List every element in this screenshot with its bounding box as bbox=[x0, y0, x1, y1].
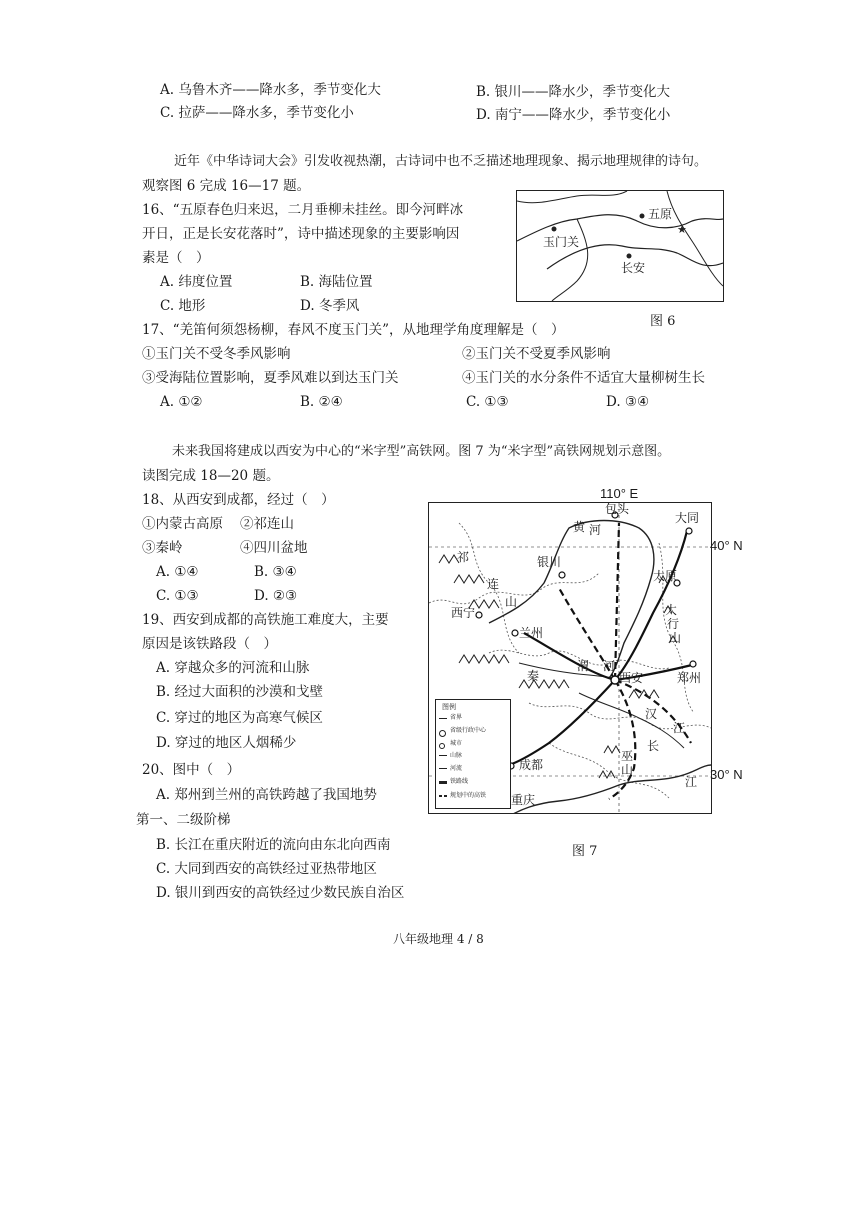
legend-title: 图例 bbox=[442, 703, 456, 711]
q17-option-a: A. ①② bbox=[160, 394, 203, 410]
q20-option-b: B. 长江在重庆附近的流向由东北向西南 bbox=[156, 837, 391, 853]
q18-option-a: A. ①④ bbox=[156, 564, 199, 580]
q17-option-b: B. ②④ bbox=[300, 394, 343, 410]
q16-option-a: A. 纬度位置 bbox=[160, 274, 233, 290]
feature-han: 汉 bbox=[645, 707, 658, 721]
feature-huanghe-1: 黄 bbox=[573, 520, 586, 534]
feature-shan-2: 山 bbox=[669, 631, 682, 645]
city-taiyuan: 太原 bbox=[653, 569, 678, 583]
fig7-lat-30: 30° N bbox=[710, 767, 743, 782]
q19-option-a: A. 穿越众多的河流和山脉 bbox=[156, 660, 310, 676]
q18-option-c: C. ①③ bbox=[156, 588, 199, 604]
wuyuan-marker bbox=[640, 214, 645, 219]
q19-option-b: B. 经过大面积的沙漠和戈壁 bbox=[156, 684, 324, 700]
city-xian: 西安 bbox=[619, 671, 644, 685]
q19-option-d: D. 穿过的地区人烟稀少 bbox=[156, 735, 297, 751]
q16-stem-line-2: 开日，正是长安花落时”，诗中描述现象的主要影响因 bbox=[142, 226, 460, 242]
zhengzhou-marker bbox=[690, 661, 696, 667]
q15-option-a: A. 乌鲁木齐——降水多，季节变化大 bbox=[160, 82, 381, 98]
q17-option-d: D. ③④ bbox=[606, 394, 650, 410]
q16-option-d: D. 冬季风 bbox=[300, 298, 360, 314]
changan-marker bbox=[627, 254, 632, 259]
q18-statement-3: ③秦岭 bbox=[142, 540, 183, 556]
feature-lian: 连 bbox=[487, 577, 500, 591]
fig6-label-wuyuan: 五原 bbox=[648, 207, 673, 221]
city-lanzhou: 兰州 bbox=[519, 626, 544, 640]
city-chongqing: 重庆 bbox=[511, 793, 536, 807]
city-yinchuan: 银川 bbox=[537, 555, 562, 569]
datong-marker bbox=[686, 528, 692, 534]
feature-shan-3: 山 bbox=[621, 763, 634, 777]
feature-qin: 秦 bbox=[527, 669, 540, 683]
intro-1-line-1: 近年《中华诗词大会》引发收视热潮，古诗词中也不乏描述地理现象、揭示地理规律的诗句。 bbox=[174, 154, 708, 169]
q20-stem: 20、图中（ ） bbox=[142, 762, 241, 778]
feature-shan: 山 bbox=[505, 595, 518, 609]
feature-qi: 祁 bbox=[457, 550, 470, 564]
fig6-label-changan: 长安 bbox=[621, 261, 646, 275]
feature-wu: 巫 bbox=[621, 749, 634, 763]
q19-option-c: C. 穿过的地区为高寒气候区 bbox=[156, 710, 323, 726]
intro-2-line-2: 读图完成 18—20 题。 bbox=[142, 468, 280, 484]
fig7-lat-40: 40° N bbox=[710, 538, 743, 553]
figure-7-caption: 图 7 bbox=[572, 844, 598, 859]
q17-statement-2: ②玉门关不受夏季风影响 bbox=[462, 346, 611, 362]
q20-option-a-line-2: 第一、二级阶梯 bbox=[136, 812, 231, 828]
figure-6-caption: 图 6 bbox=[650, 314, 676, 329]
yinchuan-marker bbox=[559, 572, 565, 578]
q18-option-d: D. ②③ bbox=[254, 588, 298, 604]
intro-1-line-2: 观察图 6 完成 16—17 题。 bbox=[142, 178, 311, 194]
feature-chang: 长 bbox=[647, 739, 660, 753]
yumenguan-marker bbox=[552, 227, 557, 232]
legend-item-railway: 铁路线 bbox=[450, 778, 469, 785]
feature-tai: 太 bbox=[665, 603, 678, 617]
legend-item-river: 河流 bbox=[450, 765, 463, 772]
q16-stem-line-3: 素是（ ） bbox=[142, 250, 210, 266]
q18-option-b: B. ③④ bbox=[254, 564, 297, 580]
q20-option-a-line-1: A. 郑州到兰州的高铁跨越了我国地势 bbox=[156, 787, 377, 803]
q16-option-b: B. 海陆位置 bbox=[300, 274, 373, 290]
fig7-legend bbox=[435, 699, 511, 809]
legend-item-mountain: 山脉 bbox=[450, 752, 463, 759]
legend-item-provincial-capital: 省级行政中心 bbox=[450, 727, 487, 734]
xian-marker bbox=[611, 676, 619, 684]
legend-item-planned-hsr: 规划中的高铁 bbox=[450, 792, 487, 799]
q19-stem-line-1: 19、西安到成都的高铁施工难度大，主要 bbox=[142, 612, 389, 628]
q17-statement-4: ④玉门关的水分条件不适宜大量柳树生长 bbox=[462, 370, 705, 386]
lanzhou-marker bbox=[512, 630, 518, 636]
q18-stem: 18、从西安到成都，经过（ ） bbox=[142, 492, 335, 508]
q18-statement-4: ④四川盆地 bbox=[240, 540, 308, 556]
fig7-longitude: 110° E bbox=[600, 486, 639, 501]
legend-item-province-border: 省界 bbox=[450, 714, 463, 721]
q18-statement-2: ②祁连山 bbox=[240, 516, 294, 532]
intro-2-line-1: 未来我国将建成以西安为中心的“米字型”高铁网。图 7 为“米字型”高铁网规划示意图。 bbox=[172, 444, 671, 459]
feature-he: 河 bbox=[603, 659, 616, 673]
city-baotou: 包头 bbox=[605, 502, 630, 516]
city-zhengzhou: 郑州 bbox=[677, 671, 702, 685]
city-chengdu: 成都 bbox=[519, 758, 544, 772]
q17-option-c: C. ①③ bbox=[466, 394, 509, 410]
feature-huanghe-2: 河 bbox=[589, 523, 602, 537]
figure-7-map bbox=[428, 502, 712, 814]
figure-6-map bbox=[516, 190, 724, 302]
city-datong: 大同 bbox=[675, 511, 700, 525]
feature-wei: 渭 bbox=[577, 659, 590, 673]
q20-option-d: D. 银川到西安的高铁经过少数民族自治区 bbox=[156, 885, 405, 901]
q17-stem: 17、“羌笛何须怨杨柳，春风不度玉门关”，从地理学角度理解是（ ） bbox=[142, 322, 565, 338]
page-footer: 八年级地理 4 / 8 bbox=[393, 932, 484, 946]
feature-jiang: 江 bbox=[673, 721, 686, 735]
xining-marker bbox=[476, 612, 482, 618]
q19-stem-line-2: 原因是该铁路段（ ） bbox=[142, 636, 277, 652]
q20-option-c: C. 大同到西安的高铁经过亚热带地区 bbox=[156, 861, 377, 877]
q16-option-c: C. 地形 bbox=[160, 298, 206, 314]
q17-statement-3: ③受海陆位置影响，夏季风难以到达玉门关 bbox=[142, 370, 399, 386]
feature-hang: 行 bbox=[667, 617, 680, 631]
q15-option-c: C. 拉萨——降水多，季节变化小 bbox=[160, 105, 354, 121]
feature-jiang-2: 江 bbox=[685, 775, 698, 789]
q15-option-d: D. 南宁——降水少，季节变化小 bbox=[476, 107, 671, 123]
q17-statement-1: ①玉门关不受冬季风影响 bbox=[142, 346, 291, 362]
q18-statement-1: ①内蒙古高原 bbox=[142, 516, 223, 532]
fig6-label-yumenguan: 玉门关 bbox=[543, 235, 580, 249]
q16-stem-line-1: 16、“五原春色归来迟，二月垂柳未挂丝。即今河畔冰 bbox=[142, 202, 464, 218]
legend-item-city: 城市 bbox=[450, 740, 463, 747]
q15-option-b: B. 银川——降水少，季节变化大 bbox=[476, 84, 671, 100]
svg-text:★: ★ bbox=[677, 223, 687, 236]
city-xining: 西宁 bbox=[451, 606, 476, 620]
